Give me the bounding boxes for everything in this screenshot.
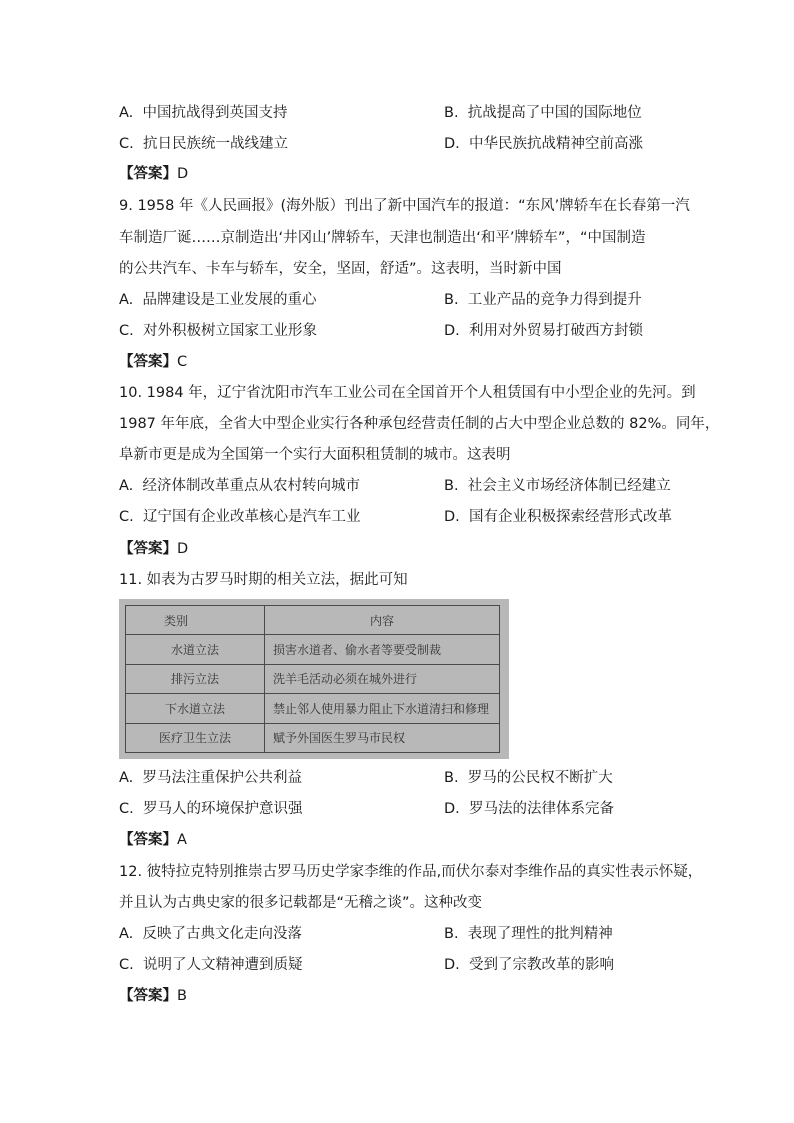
q9-option-d: D. 利用对外贸易打破西方封锁 (444, 323, 643, 339)
table-header-content: 内容 (265, 606, 500, 635)
q10-answer: 【答案】D (119, 541, 189, 557)
q10-option-b: B. 社会主义市场经济体制已经建立 (444, 478, 671, 494)
q10-stem-line-1: 10. 1984 年，辽宁省沈阳市汽车工业公司在全国首开个人租赁国有中小型企业的先河。到 (119, 385, 696, 401)
q8-option-d: D. 中华民族抗战精神空前高涨 (444, 136, 643, 152)
table-row (126, 635, 500, 664)
roman-law-table-image (119, 599, 509, 759)
q11-option-b: B. 罗马的公民权不断扩大 (444, 770, 613, 786)
table-row (126, 694, 500, 723)
q9-stem-line-3: 的公共汽车、卡车与轿车，安全，坚固，舒适”。这表明，当时新中国 (119, 261, 562, 277)
table-cell: 排污立法 (126, 664, 265, 693)
q12-option-a: A. 反映了古典文化走向没落 (119, 926, 302, 942)
q11-option-a: A. 罗马法注重保护公共利益 (119, 770, 302, 786)
table-cell: 洗羊毛活动必须在城外进行 (265, 664, 500, 693)
table-cell: 损害水道者、偷水者等要受制裁 (265, 635, 500, 664)
q9-stem-line-1: 9. 1958 年《人民画报》(海外版）刊出了新中国汽车的报道：“东风’牌轿车在长春第一汽 (119, 198, 690, 214)
q12-stem-line-2: 并且认为古典史家的很多记载都是“无稽之谈”。这种改变 (119, 895, 483, 911)
q8-option-b: B. 抗战提高了中国的国际地位 (444, 105, 642, 121)
table-row (126, 723, 500, 752)
q10-stem-line-2: 1987 年年底，全省大中型企业实行各种承包经营责任制的占大中型企业总数的 82%。同年， (119, 416, 720, 432)
q8-option-a: A. 中国抗战得到英国支持 (119, 105, 288, 121)
table-header-category: 类别 (126, 606, 265, 635)
table-cell: 下水道立法 (126, 694, 265, 723)
q10-option-d: D. 国有企业积极探索经营形式改革 (444, 509, 672, 525)
q9-option-b: B. 工业产品的竞争力得到提升 (444, 292, 642, 308)
q9-stem-line-2: 车制造厂诞……京制造出‘井冈山’牌轿车，天津也制造出‘和平’牌轿车”，“中国制造 (119, 230, 646, 246)
table-cell: 赋予外国医生罗马市民权 (265, 723, 500, 752)
q10-stem-line-3: 阜新市更是成为全国第一个实行大面积租赁制的城市。这表明 (119, 447, 511, 463)
q9-option-c: C. 对外积极树立国家工业形象 (119, 323, 317, 339)
q12-option-c: C. 说明了人文精神遭到质疑 (119, 957, 303, 973)
q8-answer: 【答案】D (119, 166, 189, 182)
q12-stem-line-1: 12. 彼特拉克特别推崇古罗马历史学家李维的作品,而伏尔泰对李维作品的真实性表示怀疑， (119, 864, 703, 880)
table-row (126, 664, 500, 693)
roman-law-table (125, 605, 500, 753)
table-cell: 水道立法 (126, 635, 265, 664)
table-header-row (126, 606, 500, 635)
table-cell: 医疗卫生立法 (126, 723, 265, 752)
table-cell: 禁止邻人使用暴力阻止下水道清扫和修理 (265, 694, 500, 723)
q10-option-a: A. 经济体制改革重点从农村转向城市 (119, 478, 360, 494)
q9-option-a: A. 品牌建设是工业发展的重心 (119, 292, 317, 308)
q11-answer: 【答案】A (119, 832, 187, 848)
q11-stem-line-1: 11. 如表为古罗马时期的相关立法，据此可知 (119, 572, 408, 588)
q11-option-d: D. 罗马法的法律体系完备 (444, 801, 614, 817)
q12-option-d: D. 受到了宗教改革的影响 (444, 957, 614, 973)
q12-answer: 【答案】B (119, 988, 187, 1004)
q8-option-c: C. 抗日民族统一战线建立 (119, 136, 288, 152)
q9-answer: 【答案】C (119, 354, 188, 370)
q11-option-c: C. 罗马人的环境保护意识强 (119, 801, 303, 817)
q10-option-c: C. 辽宁国有企业改革核心是汽车工业 (119, 509, 361, 525)
q12-option-b: B. 表现了理性的批判精神 (444, 926, 613, 942)
